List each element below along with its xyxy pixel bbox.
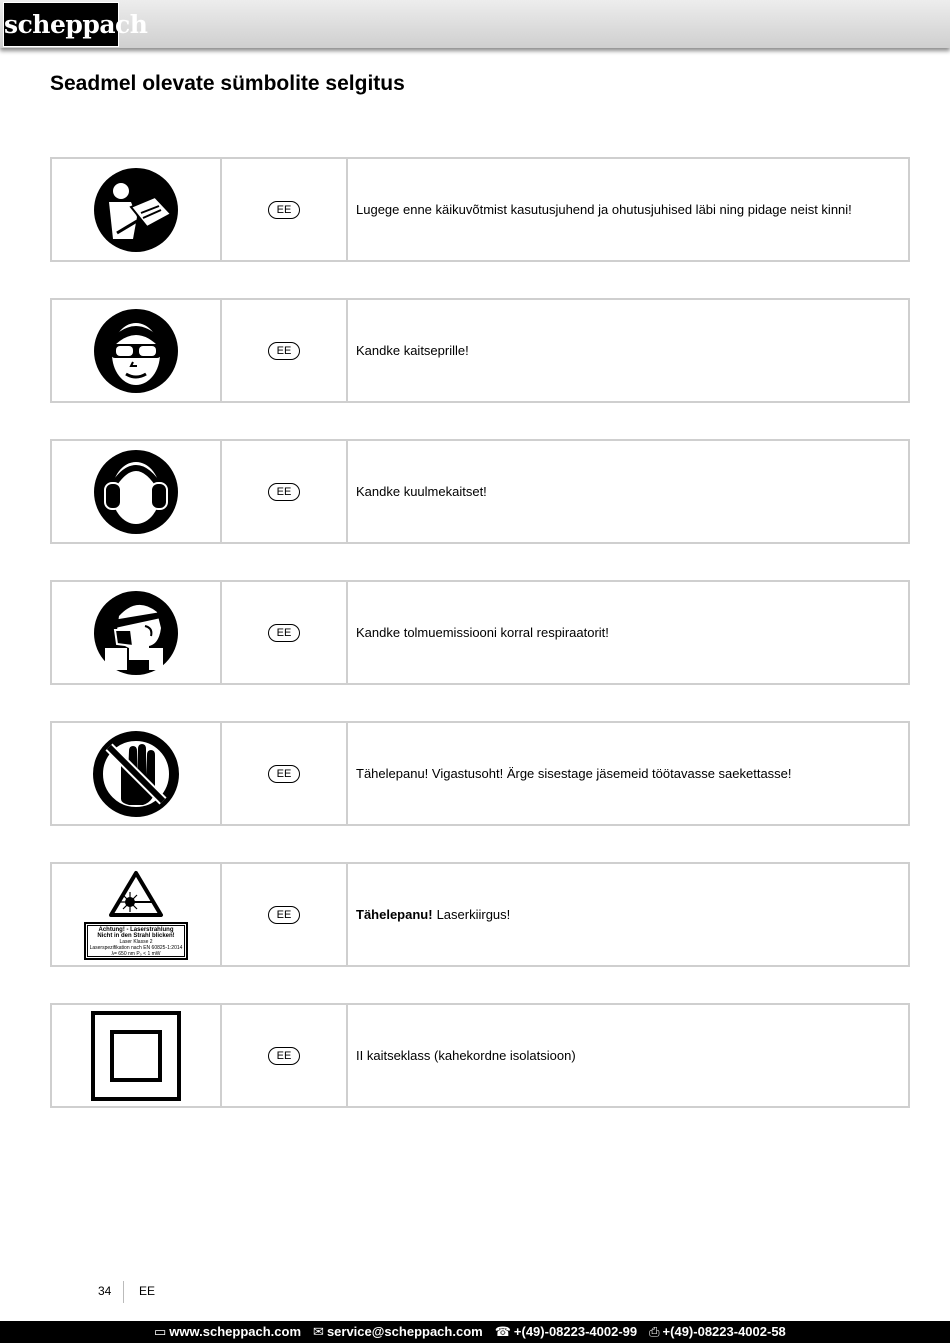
no-hands-icon — [91, 729, 181, 819]
page-number: 34 — [98, 1284, 112, 1298]
symbol-cell — [52, 1005, 222, 1106]
description-text: Kandke tolmuemissiooni korral respiraatorit! — [356, 625, 609, 640]
lang-badge: EE — [268, 342, 300, 360]
description-text: Kandke kaitseprille! — [356, 343, 469, 358]
symbol-description — [348, 1005, 908, 1106]
footer-contact-bar — [0, 1321, 950, 1343]
symbol-cell — [52, 441, 222, 542]
symbol-row — [50, 1003, 910, 1108]
footer-phone[interactable] — [495, 1324, 637, 1340]
laser-label — [84, 922, 188, 960]
footer-website[interactable] — [154, 1324, 301, 1340]
website-text: www.scheppach.com — [169, 1324, 302, 1339]
symbol-cell — [52, 864, 222, 965]
symbol-description — [348, 159, 908, 260]
protection-class-2-icon — [90, 1010, 182, 1102]
email-text: service@scheppach.com — [326, 1324, 483, 1339]
phone-icon: ☎ — [494, 1324, 511, 1339]
symbol-description — [348, 300, 908, 401]
description-text: Laserkiirgus! — [436, 907, 511, 922]
laser-triangle-icon — [108, 870, 164, 918]
laser-label-line: Achtung! - Laserstrahlung — [98, 926, 174, 933]
footer-fax[interactable] — [649, 1324, 786, 1340]
symbol-cell — [52, 582, 222, 683]
fax-icon: ⎙ — [649, 1324, 660, 1339]
lang-badge: EE — [268, 624, 300, 642]
lang-cell — [222, 723, 348, 824]
symbol-table — [50, 157, 910, 1144]
lang-cell — [222, 864, 348, 965]
description-text: Kandke kuulmekaitset! — [356, 484, 487, 499]
lang-badge: EE — [268, 1047, 300, 1065]
description-text: II kaitseklass (kahekordne isolatsioon) — [356, 1048, 576, 1063]
computer-icon: ▭ — [154, 1324, 167, 1339]
symbol-row — [50, 298, 910, 403]
description-text: Lugege enne käikuvõtmist kasutusjuhend ja ohutusjuhised läbi ning pidage neist kinni! — [356, 202, 852, 217]
phone-text: +(49)-08223-4002-99 — [513, 1324, 638, 1339]
lang-cell — [222, 1005, 348, 1106]
scheppach-logo[interactable]: scheppach — [3, 2, 119, 47]
symbol-description — [348, 723, 908, 824]
lang-cell — [222, 159, 348, 260]
laser-label-line: λ= 650 nm P₀ < 1 mW — [111, 950, 161, 957]
fax-text: +(49)-08223-4002-58 — [662, 1324, 786, 1339]
symbol-row — [50, 157, 910, 262]
safety-goggles-icon — [93, 308, 179, 394]
symbol-description — [348, 441, 908, 542]
read-manual-icon — [93, 167, 179, 253]
laser-label-line: Laserspezifikation nach EN 60825-1:2014 — [89, 944, 183, 951]
footer-email[interactable] — [313, 1324, 483, 1340]
laser-label-line: Laser Klasse 2 — [119, 938, 153, 945]
lang-badge: EE — [268, 906, 300, 924]
symbol-row — [50, 721, 910, 826]
symbol-row — [50, 439, 910, 544]
ear-protection-icon — [93, 449, 179, 535]
laser-label-line: Nicht in den Strahl blicken! — [97, 932, 175, 939]
symbol-cell — [52, 159, 222, 260]
symbol-description — [348, 864, 908, 965]
description-bold-text: Tähelepanu! — [356, 907, 433, 922]
laser-warning-icon — [84, 870, 188, 960]
symbol-description — [348, 582, 908, 683]
description-text: Tähelepanu! Vigastusoht! Ärge sisestage jäsemeid töötavasse saekettasse! — [356, 766, 792, 781]
page-title: Seadmel olevate sümbolite selgitus — [50, 72, 405, 95]
lang-badge: EE — [268, 765, 300, 783]
header-bar — [0, 0, 950, 48]
lang-cell — [222, 582, 348, 683]
symbol-cell — [52, 723, 222, 824]
page-language: EE — [139, 1284, 156, 1298]
symbol-row — [50, 580, 910, 685]
lang-cell — [222, 441, 348, 542]
symbol-row — [50, 862, 910, 967]
footer-divider — [123, 1281, 124, 1303]
respirator-icon — [93, 590, 179, 676]
mail-icon: ✉ — [313, 1324, 324, 1339]
lang-badge: EE — [268, 201, 300, 219]
lang-cell — [222, 300, 348, 401]
lang-badge: EE — [268, 483, 300, 501]
symbol-cell — [52, 300, 222, 401]
